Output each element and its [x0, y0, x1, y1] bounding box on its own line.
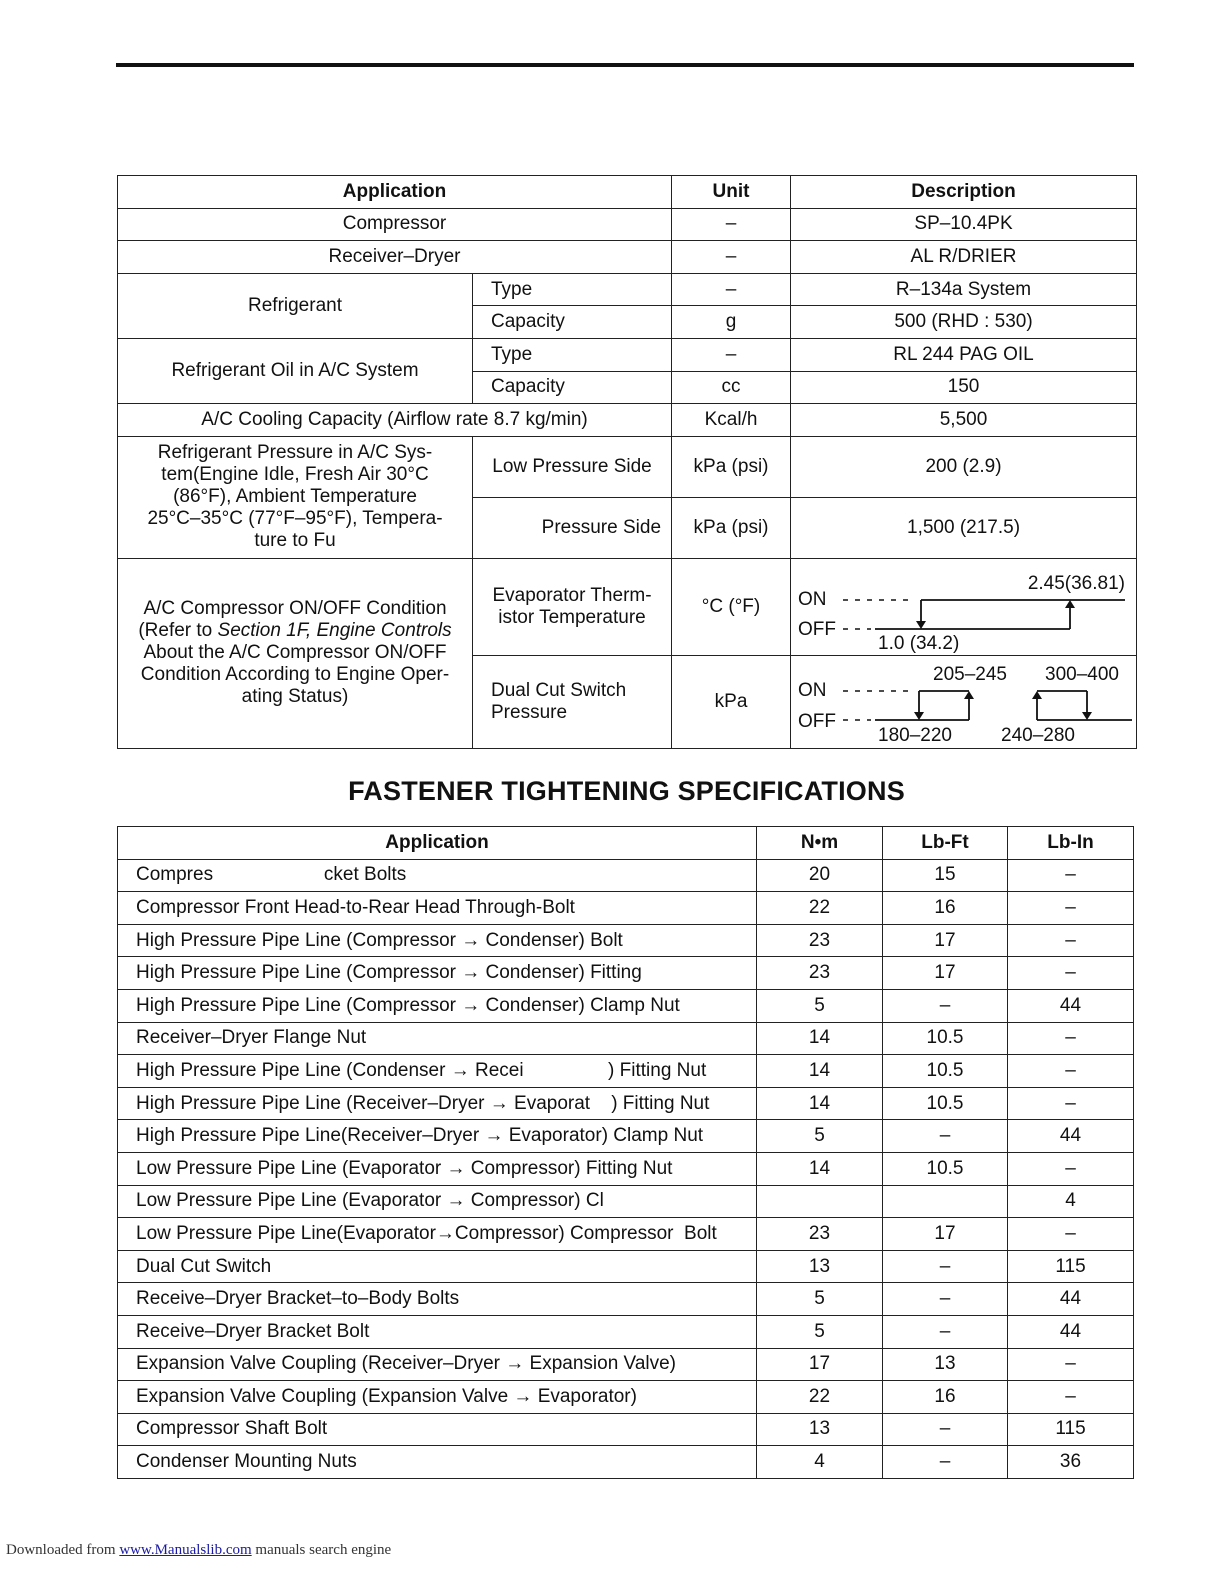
- cell-label: Compressor: [118, 208, 672, 241]
- cell-application: Low Pressure Pipe Line(Evaporator→Compressor) Compressor Bolt: [118, 1218, 757, 1251]
- cell-nm: 23: [757, 1218, 883, 1251]
- table-row: [118, 957, 1134, 990]
- cell-sublabel: Type: [473, 273, 672, 306]
- cell-unit: kPa (psi): [672, 497, 791, 558]
- footer-link[interactable]: www.Manualslib.com: [119, 1542, 252, 1558]
- cell-unit: g: [672, 306, 791, 339]
- cell-application: Receiver–Dryer Flange Nut: [118, 1022, 757, 1055]
- down-arrow-icon: [1082, 712, 1092, 720]
- cell-application: Low Pressure Pipe Line (Evaporator → Compressor) Fitting Nut: [118, 1152, 757, 1185]
- cell-lbft: [883, 1185, 1008, 1218]
- text-line: Condition According to Engine Oper-: [140, 664, 450, 686]
- cell-lbft: –: [883, 1120, 1008, 1153]
- cell-lbft: 16: [883, 892, 1008, 925]
- cell-condition-label: [118, 558, 473, 748]
- cell-nm: 22: [757, 892, 883, 925]
- cell-sublabel: Low Pressure Side: [473, 436, 672, 497]
- cell-label: A/C Cooling Capacity (Airflow rate 8.7 kg/min): [118, 404, 672, 437]
- up-arrow-icon: [1032, 691, 1042, 699]
- table-row: [118, 1381, 1134, 1414]
- cell-description: 1,500 (217.5): [791, 497, 1137, 558]
- cell-application: Compres cket Bolts: [118, 859, 757, 892]
- cell-nm: 20: [757, 859, 883, 892]
- cell-nm: 17: [757, 1348, 883, 1381]
- cell-lbft: 13: [883, 1348, 1008, 1381]
- cell-sublabel: Capacity: [473, 306, 672, 339]
- text-line: istor Temperature: [498, 606, 646, 628]
- table-row: [118, 1283, 1134, 1316]
- on-value: 2.45(36.81): [1027, 572, 1126, 594]
- fastener-header-row: [118, 827, 1134, 860]
- text-line: (86°F), Ambient Temperature: [173, 486, 417, 508]
- cell-lbft: –: [883, 1283, 1008, 1316]
- cell-lbin: 44: [1008, 1283, 1134, 1316]
- table-row: [118, 924, 1134, 957]
- cell-application: Expansion Valve Coupling (Expansion Valve → Evaporator): [118, 1381, 757, 1414]
- top-rule: [116, 63, 1134, 67]
- table-row: [118, 1055, 1134, 1088]
- value-label: 240–280: [1001, 724, 1075, 746]
- spec-row-compressor: [118, 208, 1137, 241]
- cell-lbin: –: [1008, 957, 1134, 990]
- cell-lbin: 44: [1008, 1120, 1134, 1153]
- text-line: Dual Cut Switch: [491, 679, 627, 701]
- cell-lbft: 16: [883, 1381, 1008, 1414]
- cell-lbft: 17: [883, 924, 1008, 957]
- cell-application: High Pressure Pipe Line(Receiver–Dryer → Evaporator) Clamp Nut: [118, 1120, 757, 1153]
- evaporator-diagram-svg: [791, 559, 1136, 655]
- off-label: OFF: [798, 618, 837, 640]
- cell-application: Compressor Front Head-to-Rear Head Through-Bolt: [118, 892, 757, 925]
- cell-nm: 5: [757, 1120, 883, 1153]
- cell-application: High Pressure Pipe Line (Condenser → Recei ) Fitting Nut: [118, 1055, 757, 1088]
- section-reference: Section 1F, Engine Controls: [217, 620, 452, 642]
- cell-lbft: –: [883, 1250, 1008, 1283]
- text-line: Evaporator Therm-: [492, 584, 652, 606]
- cell-application: Expansion Valve Coupling (Receiver–Dryer → Expansion Valve): [118, 1348, 757, 1381]
- text-line: [126, 620, 464, 642]
- cell-description: AL R/DRIER: [791, 241, 1137, 274]
- dual-cut-onoff-diagram: [791, 655, 1137, 748]
- off-label: OFF: [798, 710, 837, 732]
- text-span: (Refer to: [138, 620, 218, 642]
- cell-description: 5,500: [791, 404, 1137, 437]
- table-row: [118, 859, 1134, 892]
- on-label: ON: [798, 588, 827, 610]
- cell-application: High Pressure Pipe Line (Compressor → Condenser) Clamp Nut: [118, 989, 757, 1022]
- cell-lbft: 17: [883, 1218, 1008, 1251]
- table-row: [118, 1250, 1134, 1283]
- cell-lbin: –: [1008, 892, 1134, 925]
- text-line: 25°C–35°C (77°F–95°F), Tempera-: [147, 508, 443, 530]
- cell-nm: 22: [757, 1381, 883, 1414]
- spec-row-refrigerant-type: [118, 273, 1137, 306]
- text-line: About the A/C Compressor ON/OFF: [143, 642, 447, 664]
- cell-lbin: –: [1008, 924, 1134, 957]
- cell-sublabel: [473, 558, 672, 655]
- up-arrow-icon: [1065, 600, 1075, 608]
- cell-label: Receiver–Dryer: [118, 241, 672, 274]
- cell-lbin: 115: [1008, 1413, 1134, 1446]
- table-row: [118, 892, 1134, 925]
- table-row: [118, 1446, 1134, 1479]
- footer-suffix: manuals search engine: [251, 1542, 392, 1558]
- cell-nm: 13: [757, 1413, 883, 1446]
- cell-lbin: –: [1008, 859, 1134, 892]
- cell-lbin: 36: [1008, 1446, 1134, 1479]
- cell-label: Refrigerant: [118, 273, 473, 338]
- cell-lbft: 10.5: [883, 1152, 1008, 1185]
- cell-nm: 14: [757, 1022, 883, 1055]
- spec-row-pressure-low: [118, 436, 1137, 497]
- footer: [6, 1542, 391, 1559]
- cell-application: Compressor Shaft Bolt: [118, 1413, 757, 1446]
- cell-unit: °C (°F): [672, 558, 791, 655]
- fastener-rows: [118, 859, 1134, 1478]
- cell-lbin: 115: [1008, 1250, 1134, 1283]
- value-label: 205–245: [933, 663, 1007, 685]
- table-row: [118, 1185, 1134, 1218]
- on-label: ON: [798, 679, 827, 701]
- cell-nm: 4: [757, 1446, 883, 1479]
- cell-lbin: –: [1008, 1055, 1134, 1088]
- cell-lbft: –: [883, 1315, 1008, 1348]
- cell-unit: kPa: [672, 655, 791, 748]
- cell-sublabel: Type: [473, 338, 672, 371]
- footer-prefix: Downloaded from: [6, 1542, 120, 1558]
- header-lbin: Lb-In: [1008, 827, 1134, 860]
- text-line: ture to Fu: [254, 530, 336, 552]
- cell-lbin: –: [1008, 1348, 1134, 1381]
- header-nm: N•m: [757, 827, 883, 860]
- down-arrow-icon: [916, 621, 926, 629]
- cell-description: R–134a System: [791, 273, 1137, 306]
- fastener-table: [117, 826, 1134, 1479]
- cell-lbft: –: [883, 1446, 1008, 1479]
- section-title: FASTENER TIGHTENING SPECIFICATIONS: [348, 776, 905, 806]
- cell-application: Dual Cut Switch: [118, 1250, 757, 1283]
- table-row: [118, 1218, 1134, 1251]
- spec-row-cooling-capacity: [118, 404, 1137, 437]
- cell-sublabel: [473, 655, 672, 748]
- cell-lbft: –: [883, 989, 1008, 1022]
- header-description: Description: [791, 176, 1137, 209]
- header-lbft: Lb-Ft: [883, 827, 1008, 860]
- cell-nm: 23: [757, 957, 883, 990]
- header-unit: Unit: [672, 176, 791, 209]
- up-arrow-icon: [964, 691, 974, 699]
- cell-unit: kPa (psi): [672, 436, 791, 497]
- text-line: A/C Compressor ON/OFF Condition: [143, 598, 447, 620]
- table-row: [118, 989, 1134, 1022]
- cell-application: Low Pressure Pipe Line (Evaporator → Compressor) Cl: [118, 1185, 757, 1218]
- cell-description: RL 244 PAG OIL: [791, 338, 1137, 371]
- table-row: [118, 1413, 1134, 1446]
- down-arrow-icon: [914, 712, 924, 720]
- cell-application: High Pressure Pipe Line (Compressor → Condenser) Bolt: [118, 924, 757, 957]
- evaporator-onoff-diagram: [791, 558, 1137, 655]
- cell-pressure-label: [118, 436, 473, 558]
- cell-sublabel: Pressure Side: [473, 497, 672, 558]
- cell-description: 150: [791, 371, 1137, 404]
- cell-nm: 5: [757, 989, 883, 1022]
- cell-unit: –: [672, 273, 791, 306]
- spec-row-receiver-dryer: [118, 241, 1137, 274]
- text-line: Refrigerant Pressure in A/C Sys-: [157, 442, 433, 464]
- cell-lbin: –: [1008, 1381, 1134, 1414]
- cell-application: Receive–Dryer Bracket–to–Body Bolts: [118, 1283, 757, 1316]
- cell-unit: –: [672, 241, 791, 274]
- cell-nm: [757, 1185, 883, 1218]
- header-application: Application: [118, 176, 672, 209]
- cell-lbin: 44: [1008, 1315, 1134, 1348]
- cell-lbft: 10.5: [883, 1087, 1008, 1120]
- spec-row-condition-evaporator: [118, 558, 1137, 655]
- cell-lbft: 17: [883, 957, 1008, 990]
- cell-application: High Pressure Pipe Line (Compressor → Condenser) Fitting: [118, 957, 757, 990]
- cell-lbft: –: [883, 1413, 1008, 1446]
- cell-description: 500 (RHD : 530): [791, 306, 1137, 339]
- table-row: [118, 1348, 1134, 1381]
- cell-sublabel: Capacity: [473, 371, 672, 404]
- text-line: ating Status): [241, 686, 349, 708]
- table-row: [118, 1087, 1134, 1120]
- spec-header-row: [118, 176, 1137, 209]
- cell-application: Condenser Mounting Nuts: [118, 1446, 757, 1479]
- cell-nm: 23: [757, 924, 883, 957]
- table-row: [118, 1120, 1134, 1153]
- table-row: [118, 1022, 1134, 1055]
- cell-description: 200 (2.9): [791, 436, 1137, 497]
- cell-nm: 13: [757, 1250, 883, 1283]
- cell-lbft: 10.5: [883, 1055, 1008, 1088]
- table-row: [118, 1315, 1134, 1348]
- cell-application: High Pressure Pipe Line (Receiver–Dryer → Evaporat ) Fitting Nut: [118, 1087, 757, 1120]
- text-line: tem(Engine Idle, Fresh Air 30°C: [161, 464, 429, 486]
- cell-unit: Kcal/h: [672, 404, 791, 437]
- cell-nm: 5: [757, 1283, 883, 1316]
- cell-application: Receive–Dryer Bracket Bolt: [118, 1315, 757, 1348]
- cell-lbft: 15: [883, 859, 1008, 892]
- text-line: Pressure: [491, 701, 568, 723]
- specification-table: [117, 175, 1137, 749]
- cell-nm: 5: [757, 1315, 883, 1348]
- dual-cut-diagram-svg: [791, 656, 1136, 748]
- cell-lbin: –: [1008, 1022, 1134, 1055]
- cell-unit: cc: [672, 371, 791, 404]
- value-label: 300–400: [1045, 663, 1119, 685]
- value-label: 180–220: [878, 724, 952, 746]
- cell-lbft: 10.5: [883, 1022, 1008, 1055]
- cell-nm: 14: [757, 1055, 883, 1088]
- table-row: [118, 1152, 1134, 1185]
- cell-lbin: –: [1008, 1218, 1134, 1251]
- cell-nm: 14: [757, 1087, 883, 1120]
- cell-description: SP–10.4PK: [791, 208, 1137, 241]
- header-application: Application: [118, 827, 757, 860]
- spec-row-oil-type: [118, 338, 1137, 371]
- off-value: 1.0 (34.2): [878, 632, 960, 654]
- cell-label: Refrigerant Oil in A/C System: [118, 338, 473, 403]
- cell-nm: 14: [757, 1152, 883, 1185]
- cell-lbin: 44: [1008, 989, 1134, 1022]
- cell-lbin: 4: [1008, 1185, 1134, 1218]
- cell-lbin: –: [1008, 1087, 1134, 1120]
- cell-unit: –: [672, 338, 791, 371]
- cell-lbin: –: [1008, 1152, 1134, 1185]
- cell-unit: –: [672, 208, 791, 241]
